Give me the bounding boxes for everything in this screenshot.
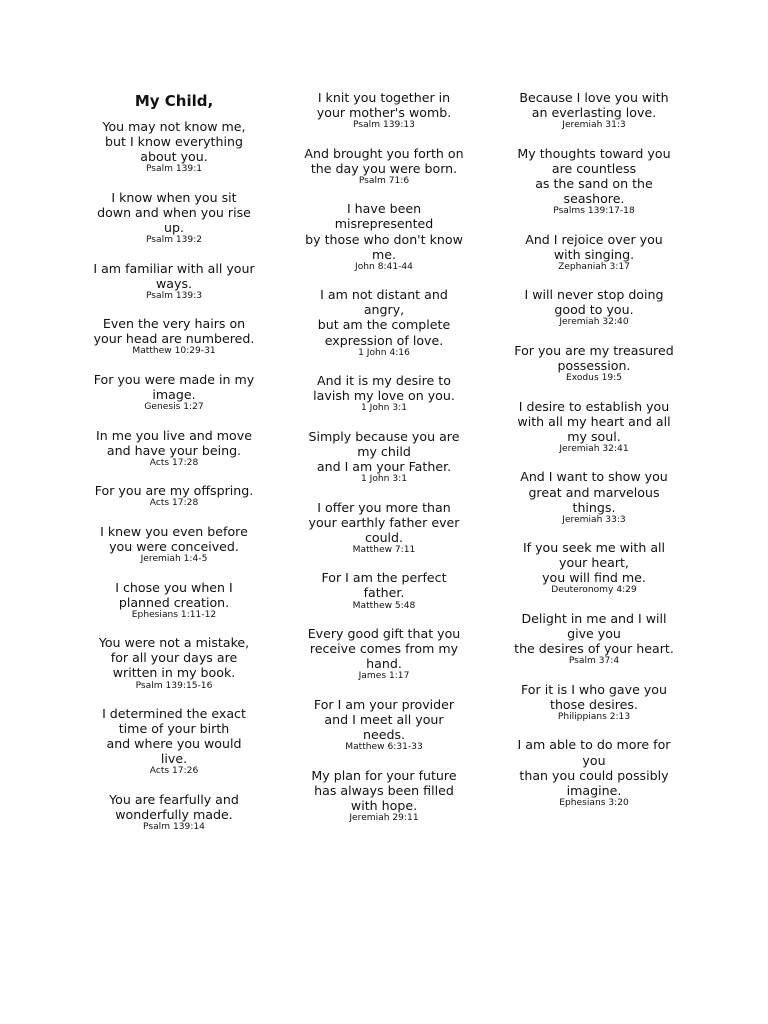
verse-block: [286, 697, 482, 753]
verse-text: For I am your provider and I meet all your needs.: [313, 696, 455, 743]
verse-block: [286, 90, 482, 131]
verse-text: You may not know me, but I know everything about you.: [102, 119, 246, 165]
verse-block: [286, 570, 482, 611]
verse-block: [286, 201, 482, 272]
verse-block: [76, 580, 272, 621]
verse-text: I know when you sit down and when you rise up.: [97, 189, 251, 235]
verse-text: I have been misrepresented by those who don't know me.: [305, 201, 463, 262]
verse-block: [496, 469, 692, 525]
verse-text: And I want to show you great and marvelous things.: [520, 469, 668, 515]
verse-block: [286, 287, 482, 358]
verse-text: I knew you even before you were conceived.: [100, 523, 248, 554]
column-1: [76, 90, 272, 848]
verse-text: Every good gift that you receive comes from my hand.: [307, 626, 461, 672]
scripture-reference: Psalm 139:3: [145, 290, 203, 301]
verse-text: Simply because you are my child and I am your Father.: [308, 428, 460, 474]
verse-text: I determined the exact time of your birth and where you would live.: [102, 706, 246, 767]
verse-block: [76, 119, 272, 175]
verse-block: [496, 146, 692, 217]
scripture-reference: John 8:41-44: [355, 261, 413, 272]
verse-block: [76, 316, 272, 357]
verse-block: [76, 635, 272, 691]
scripture-reference: Jeremiah 32:40: [559, 317, 629, 328]
verse-text: I chose you when I planned creation.: [115, 579, 233, 610]
verse-block: [496, 90, 692, 131]
scripture-reference: 1 John 3:1: [361, 403, 407, 414]
verse-text: If you seek me with all your heart, you will find me.: [522, 540, 666, 586]
verse-block: [76, 483, 272, 509]
verse-block: [496, 737, 692, 808]
scripture-reference: Ephesians 3:20: [559, 797, 629, 808]
scripture-reference: Matthew 5:48: [352, 600, 416, 611]
verse-text: My plan for your future has always been filled with hope.: [311, 767, 457, 813]
scripture-reference: Psalm 71:6: [358, 175, 410, 186]
verse-text: I am able to do more for you than you could possibly imagine.: [517, 737, 671, 798]
scripture-reference: Jeremiah 31:3: [562, 120, 626, 131]
verse-block: [496, 611, 692, 667]
scripture-reference: 1 John 3:1: [361, 474, 407, 485]
verse-list-2: [286, 90, 482, 824]
verse-text: For you were made in my image.: [93, 371, 255, 403]
scripture-reference: Acts 17:26: [149, 766, 199, 777]
verse-text: Even the very hairs on your head are numbered.: [93, 316, 255, 347]
scripture-reference: Genesis 1:27: [144, 402, 204, 413]
verse-text: My thoughts toward you are countless as the sand on the seashore.: [517, 145, 671, 206]
verse-block: [496, 540, 692, 596]
verse-block: [286, 429, 482, 485]
scripture-reference: Psalm 139:2: [145, 235, 203, 246]
verse-text: I offer you more than your earthly father ever could.: [308, 499, 460, 545]
verse-block: [76, 261, 272, 302]
verse-text: I desire to establish you with all my heart and all my soul.: [517, 398, 671, 444]
column-3: [496, 90, 692, 823]
verse-block: [76, 372, 272, 413]
verse-block: [496, 343, 692, 384]
scripture-reference: Acts 17:28: [149, 498, 199, 509]
scripture-reference: Psalm 139:13: [353, 120, 415, 131]
scripture-reference: Psalm 139:15-16: [135, 680, 213, 691]
verse-block: [496, 682, 692, 723]
scripture-reference: Psalm 139:14: [143, 822, 205, 833]
verse-block: [76, 190, 272, 246]
scripture-reference: James 1:17: [358, 671, 410, 682]
verse-block: [76, 428, 272, 469]
scripture-reference: Matthew 6:31-33: [345, 742, 423, 753]
verse-block: [286, 146, 482, 187]
verse-block: [286, 373, 482, 414]
scripture-reference: Psalm 139:1: [145, 164, 203, 175]
verse-text: And I rejoice over you with singing.: [525, 231, 663, 262]
verse-list-3: [496, 90, 692, 809]
scripture-reference: Jeremiah 32:41: [559, 443, 629, 454]
verse-text: For it is I who gave you those desires.: [521, 681, 667, 712]
verse-text: In me you live and move and have your being.: [96, 427, 252, 458]
verse-text: And brought you forth on the day you were born.: [304, 145, 464, 176]
verse-list-1: [76, 119, 272, 833]
scripture-reference: Psalms 139:17-18: [553, 206, 635, 217]
verse-text: You were not a mistake, for all your days are written in my book.: [98, 635, 250, 681]
verse-text: I will never stop doing good to you.: [524, 287, 664, 318]
scripture-reference: Jeremiah 33:3: [562, 514, 626, 525]
scripture-reference: Deuteronomy 4:29: [551, 585, 637, 596]
scripture-reference: Matthew 7:11: [352, 544, 416, 555]
verse-block: [496, 232, 692, 273]
scripture-reference: Ephesians 1:11-12: [131, 609, 217, 620]
verse-block: [76, 792, 272, 833]
verse-text: For you are my offspring.: [94, 483, 254, 499]
scripture-reference: Exodus 19:5: [566, 373, 622, 384]
scripture-reference: Psalm 37:4: [568, 656, 620, 667]
verse-text: I am familiar with all your ways.: [93, 260, 255, 291]
verse-text: And it is my desire to lavish my love on you.: [313, 373, 455, 404]
verse-block: [286, 768, 482, 824]
scripture-reference: Acts 17:28: [149, 457, 199, 468]
verse-text: For you are my treasured possession.: [514, 342, 674, 374]
scripture-reference: Jeremiah 29:11: [349, 812, 419, 823]
scripture-reference: Zephaniah 3:17: [558, 261, 630, 272]
scripture-reference: 1 John 4:16: [358, 347, 410, 358]
verse-text: For I am the perfect father.: [321, 570, 447, 601]
verse-text: Because I love you with an everlasting love.: [519, 90, 669, 121]
scripture-reference: Philippians 2:13: [557, 711, 631, 722]
verse-block: [76, 706, 272, 777]
verse-text: I am not distant and angry, but am the complete expression of love.: [317, 287, 451, 348]
scripture-reference: Jeremiah 1:4-5: [140, 554, 208, 565]
verse-block: [76, 524, 272, 565]
verse-text: You are fearfully and wonderfully made.: [109, 791, 239, 823]
verse-block: [286, 500, 482, 556]
letter-greeting: My Child,: [134, 92, 214, 110]
scripture-reference: Matthew 10:29-31: [132, 346, 216, 357]
verse-block: [496, 287, 692, 328]
verse-text: Delight in me and I will give you the desires of your heart.: [514, 610, 674, 657]
verse-block: [286, 626, 482, 682]
verse-text: I knit you together in your mother's womb.: [316, 90, 452, 121]
verse-block: [496, 399, 692, 455]
column-2: [286, 90, 482, 838]
